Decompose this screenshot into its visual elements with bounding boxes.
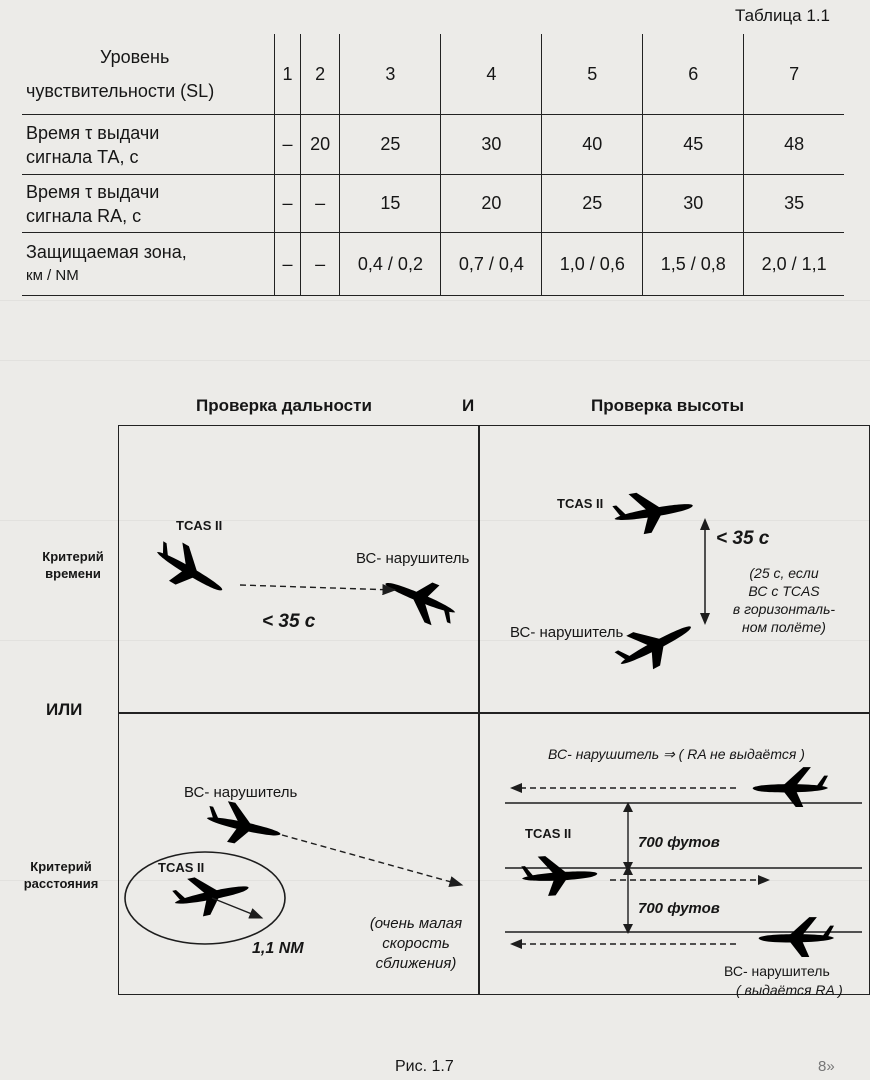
intruder-aircraft [378, 566, 463, 631]
intruder-aircraft [753, 767, 828, 807]
row-header-line2: сигнала ТА, с [26, 146, 139, 167]
header-altitude-check: Проверка высоты [591, 396, 744, 415]
table-caption: Таблица 1.1 [734, 6, 830, 25]
table-cell: – [300, 233, 340, 296]
row-header-line2: сигнала RA, с [26, 205, 142, 226]
table-cell: 15 [340, 175, 441, 233]
separation-700ft: 700 футов [638, 834, 720, 851]
row-header-line1: Время τ выдачи [26, 122, 160, 143]
time-note [724, 564, 844, 636]
table-cell: 40 [542, 115, 643, 175]
page-number: 8» [818, 1058, 835, 1075]
table-cell: 20 [300, 115, 340, 175]
separation-700ft: 700 футов [638, 900, 720, 917]
table-cell: 48 [744, 115, 844, 175]
table-cell: 30 [643, 175, 744, 233]
table-cell: 3 [340, 34, 441, 115]
intruder-label: ВС- нарушитель [184, 784, 298, 801]
table-cell: – [275, 115, 301, 175]
tcas-label: TCAS II [158, 860, 205, 875]
tcas-aircraft [170, 867, 252, 922]
table-cell: 45 [643, 115, 744, 175]
note-line: скорость [382, 935, 450, 952]
tcas-aircraft [611, 484, 696, 539]
time-threshold: < 35 с [716, 528, 770, 549]
table-cell: – [300, 175, 340, 233]
time-threshold: < 35 с [262, 611, 316, 632]
note-line: сближения) [375, 955, 457, 972]
header-and: И [462, 396, 475, 415]
table-cell: 5 [542, 34, 643, 115]
radius-arrow [212, 898, 262, 918]
note-line: в горизонталь- [732, 601, 836, 617]
table-cell: 25 [542, 175, 643, 233]
table-cell: 6 [643, 34, 744, 115]
table-cell: 1,5 / 0,8 [643, 233, 744, 296]
row-header-line1: Защищаемая зона, [26, 242, 187, 262]
closure-rate-note [352, 914, 480, 974]
closure-arrow [282, 835, 462, 885]
intruder-label: ВС- нарушитель [356, 550, 470, 567]
table-cell: 7 [744, 34, 844, 115]
label-line: расстояния [23, 876, 99, 891]
table-cell: – [275, 233, 301, 296]
note-line: (25 с, если [749, 565, 819, 581]
row-header-line1: Время τ выдачи [26, 181, 160, 202]
note-line: ном полёте) [742, 619, 826, 635]
intruder-aircraft [759, 917, 834, 957]
intruder-aircraft [203, 798, 285, 853]
intruder-no-ra-label: ВС- нарушитель ⇒ ( RA не выдаётся ) [548, 746, 805, 762]
tcas-label: TCAS II [176, 518, 223, 533]
row-header-line2: чувствительности (SL) [26, 81, 215, 101]
table-cell: 25 [340, 115, 441, 175]
note-line: (очень малая [369, 915, 463, 932]
row-header-line1: Уровень [100, 47, 170, 67]
table-cell: 20 [441, 175, 542, 233]
note-line: ВС с TCAS [748, 583, 820, 599]
intruder-aircraft [610, 607, 700, 681]
table-cell: 2,0 / 1,1 [744, 233, 844, 296]
tcas-label: TCAS II [557, 496, 604, 511]
table-cell: 2 [300, 34, 340, 115]
table-cell: 30 [441, 115, 542, 175]
intruder-label: ВС- нарушитель [724, 963, 830, 979]
table-cell: 0,7 / 0,4 [441, 233, 542, 296]
tcas-label: TCAS II [525, 826, 572, 841]
table-cell: 1 [275, 34, 301, 115]
table-cell: 4 [441, 34, 542, 115]
intruder-label: ВС- нарушитель [510, 624, 624, 641]
figure-caption: Рис. 1.7 [395, 1058, 454, 1075]
table-cell: 35 [744, 175, 844, 233]
tcas-aircraft [148, 534, 233, 606]
table-cell: 0,4 / 0,2 [340, 233, 441, 296]
or-label: ИЛИ [46, 700, 83, 719]
ra-issued-note: ( выдаётся RA ) [736, 982, 843, 998]
table-cell: 1,0 / 0,6 [542, 233, 643, 296]
distance-threshold: 1,1 NM [252, 940, 304, 957]
label-line: Критерий [30, 859, 92, 874]
label-line: Критерий [42, 549, 104, 564]
label-line: времени [45, 566, 101, 581]
header-range-check: Проверка дальности [196, 396, 372, 415]
closure-arrow [240, 585, 395, 590]
row-header-line2: км / NM [26, 267, 79, 284]
tcas-aircraft [521, 853, 599, 898]
table-cell: – [275, 175, 301, 233]
